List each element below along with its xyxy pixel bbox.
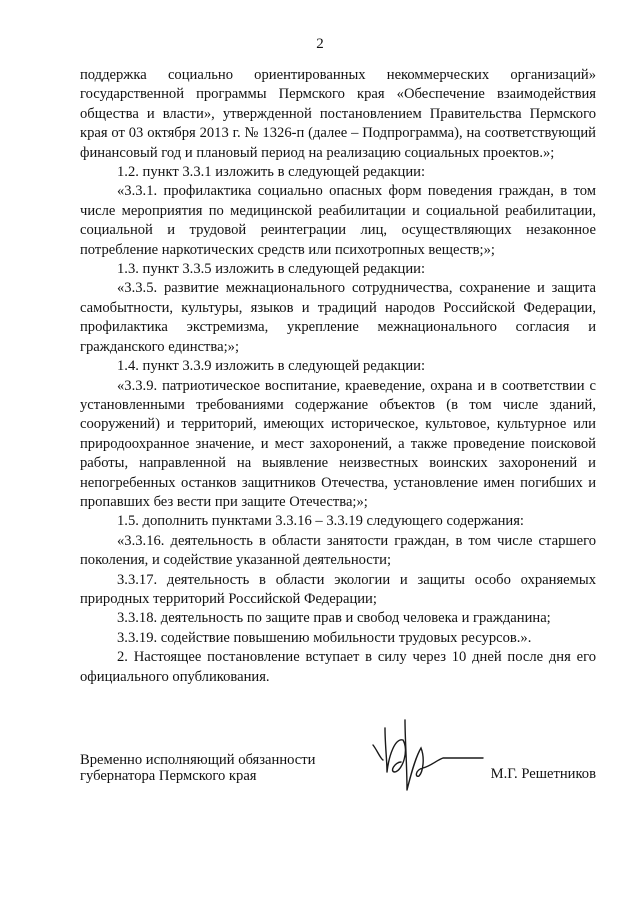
paragraph-3-3-19: 3.3.19. содействие повышению мобильности трудовых ресурсов.». [117,629,532,646]
paragraph-item-1-4: 1.4. пункт 3.3.9 изложить в следующей редакции: [117,358,426,375]
paragraph-item-1-3: 1.3. пункт 3.3.5 изложить в следующей редакции: [117,261,426,278]
paragraph-3-3-17: 3.3.17. деятельность в области экологии и защиты особо охраняемых природных территорий Российской Федерации; [80,571,596,607]
document-body [80,66,596,687]
paragraph-item-1-5: 1.5. дополнить пунктами 3.3.16 – 3.3.19 следующего содержания: [117,513,524,530]
signer-title-line-2: губернатора Пермского края [80,768,257,784]
paragraph-3-3-5: «3.3.5. развитие межнационального сотрудничества, сохранение и защита самобытности, культуры, языков и традиций народов Российской Федерации, профилактика экстремизма, укрепление межнационального согласия и гражданского единства;»; [80,280,596,355]
handwritten-signature [365,710,485,805]
paragraph-3-3-18: 3.3.18. деятельность по защите прав и свобод человека и гражданина; [117,610,551,627]
signer-title [80,752,315,784]
signer-title-line-1: Временно исполняющий обязанности [80,752,316,768]
paragraph-3-3-16: «3.3.16. деятельность в области занятости граждан, в том числе старшего поколения, и содействие указанной деятельности; [80,532,596,569]
page-number: 2 [316,36,324,52]
paragraph-item-1-2: 1.2. пункт 3.3.1 изложить в следующей редакции: [117,164,426,181]
paragraph-item-2: 2. Настоящее постановление вступает в силу через 10 дней после дня его официального опубликования. [80,649,596,685]
paragraph-3-3-9: «3.3.9. патриотическое воспитание, краеведение, охрана и в соответствии с установленными требованиями содержание объектов (в том числе зданий, сооружений) и территорий, имеющих историческое, культовое, культурное или природоохранное значение, и мест захоронений, а также проведение поисковой работы, направленной на выявление неизвестных воинских захоронений и непогребенных останков защитников Отечества, установление имен погибших и пропавших без вести при защите Отечества;»; [80,377,596,510]
paragraph-1: поддержка социально ориентированных некоммерческих организаций» государственной программы Пермского края «Обеспечение взаимодействия общества и власти», утвержденной постановлением Правительства Пермского края от 03 октября 2013 г. № 1326-п (далее – Подпрограмма), на соответствующий финансовый год и плановый период на реализацию социальных проектов.»; [80,67,596,161]
signer-name: М.Г. Решетников [490,766,596,782]
paragraph-3-3-1: «3.3.1. профилактика социально опасных форм поведения граждан, в том числе мероприятия по медицинской реабилитации и социальной реабилитации, социальной и трудовой реинтеграции лиц, осуществляющих незаконное потребление наркотических средств или психотропных веществ;»; [80,183,596,258]
